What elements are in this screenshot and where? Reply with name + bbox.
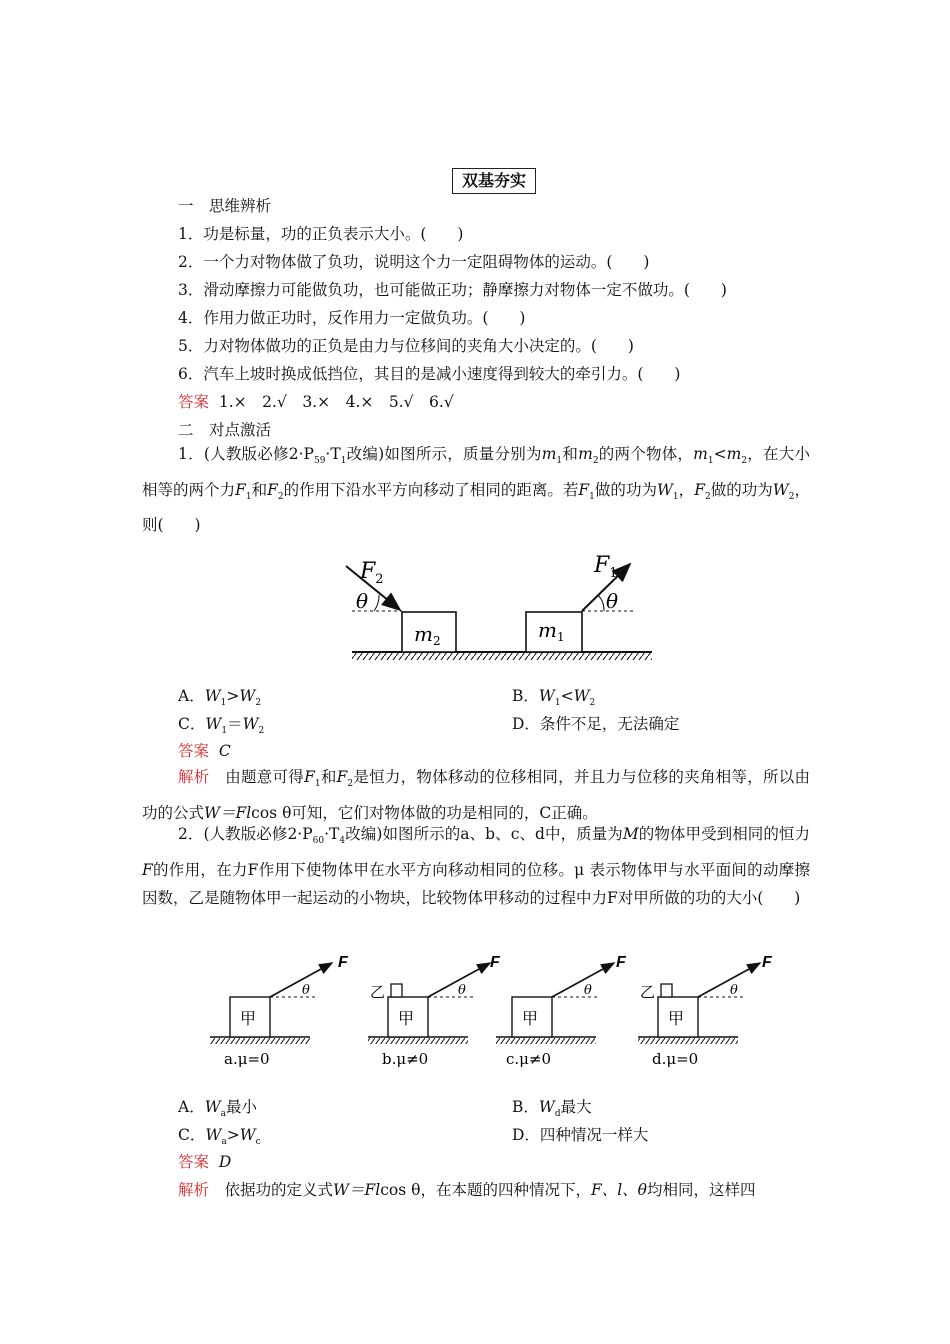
- answer-label: 答案: [178, 393, 210, 411]
- q2-option-a: A．$W_a$最小: [178, 1098, 258, 1120]
- ground-hatch: [352, 653, 652, 660]
- force-label-b: F: [490, 954, 500, 971]
- theta-b: θ: [458, 983, 466, 998]
- theta-c: θ: [584, 983, 592, 998]
- q2-analysis: 解析 依据功的定义式W＝Flcos θ，在本题的四种情况下，F、l、θ均相同，这样四: [178, 1181, 756, 1199]
- q1-answer: 答案 C: [178, 742, 231, 760]
- theta-right: θ: [606, 589, 619, 613]
- caption-c: c.μ≠0: [506, 1050, 552, 1068]
- part2-heading: 二 对点激活: [178, 421, 272, 439]
- angle-arc-right: [598, 595, 604, 611]
- block-yi-b: [391, 984, 402, 997]
- case-d: [638, 954, 773, 1068]
- q1-option-b: B．$W_1<W_2$: [512, 687, 596, 709]
- part1-answer: [178, 392, 454, 412]
- block-jia-a-label: 甲: [240, 1009, 257, 1028]
- force-label-c: F: [616, 954, 626, 971]
- force-arrow-d: [698, 963, 760, 997]
- caption-b: b.μ≠0: [382, 1050, 429, 1068]
- answer-text: 1.× 2.√ 3.× 4.× 5.√ 6.√: [218, 393, 454, 411]
- block-yi-d: [661, 984, 672, 997]
- q2-option-d: D．四种情况一样大: [512, 1126, 649, 1144]
- q2-option-c: C．$W_a>W_c$: [178, 1126, 261, 1148]
- force-label-a: F: [338, 954, 348, 971]
- case-c: [496, 954, 627, 1068]
- section-title: 双基夯实: [452, 168, 536, 194]
- q2-option-b: B．$W_d$最大: [512, 1098, 592, 1120]
- theta-a: θ: [302, 983, 310, 998]
- force-label-d: F: [762, 954, 772, 971]
- theta-left: θ: [356, 589, 369, 613]
- block-yi-b-label: 乙: [370, 983, 386, 1001]
- case-a: [210, 954, 349, 1068]
- angle-arc-left: [374, 595, 379, 611]
- part1-item-5: 5．力对物体做功的正负是由力与位移间的夹角大小决定的。( ): [178, 337, 634, 355]
- f2-label: $F_2$: [360, 559, 384, 587]
- force-arrow-c: [552, 963, 614, 997]
- part1-item-6: 6．汽车上坡时换成低挡位，其目的是减小速度得到较大的牵引力。( ): [178, 365, 681, 383]
- part1-item-3: 3．滑动摩擦力可能做负功，也可能做正功；静摩擦力对物体一定不做功。( ): [178, 281, 727, 299]
- q1-option-d: D．条件不足，无法确定: [512, 715, 680, 733]
- caption-a: a.μ=0: [224, 1050, 270, 1068]
- m1-label: $m_1$: [538, 618, 565, 644]
- part1-item-1: 1．功是标量，功的正负表示大小。( ): [178, 225, 464, 243]
- q1-stem: 1．(人教版必修$2\cdot P_{59}\cdot T_1$改编)如图所示，质量分别为$m_1$和$m_2$的两个物体，$m_1<m_2$，在大小相等的两个力$F_1$和$F_2$的作用下沿水平方向移动了相同的距离。若$F_1$做的功为$W_1$，$F_2$做的功为$W_2$，则( ): [142, 445, 810, 535]
- part1-item-2: 2．一个力对物体做了负功，说明这个力一定阻碍物体的运动。( ): [178, 253, 650, 271]
- q1-figure: [312, 528, 672, 668]
- caption-d: d.μ=0: [652, 1050, 699, 1068]
- case-b: [368, 954, 501, 1068]
- q2-figure: [200, 940, 790, 1080]
- q2-stem: 2．(人教版必修$2\cdot P_{60}\cdot T_4$改编)如图所示的a、b、c、d中，质量为M的物体甲受到相同的恒力F的作用，在力F作用下使物体甲在水平方向移动相同的位移。μ 表示物体甲与水平面间的动摩擦因数，乙是随物体甲一起运动的小物块，比较物体甲移动的过程中力F对甲所做的功的大小( ): [142, 825, 810, 908]
- block-jia-d-label: 甲: [668, 1009, 685, 1028]
- f1-label: $F_1$: [594, 553, 618, 581]
- block-jia-c-label: 甲: [522, 1009, 539, 1028]
- block-yi-d-label: 乙: [640, 983, 656, 1001]
- part1-item-4: 4．作用力做正功时，反作用力一定做负功。( ): [178, 309, 526, 327]
- q1-option-c: C．$W_1=W_2$: [178, 715, 265, 737]
- block-jia-b-label: 甲: [398, 1009, 415, 1028]
- q2-answer: 答案 D: [178, 1153, 232, 1171]
- theta-d: θ: [730, 983, 738, 998]
- part1-heading: 一 思维辨析: [178, 197, 272, 215]
- q1-analysis: 解析 由题意可得$F_1$和$F_2$是恒力，物体移动的位移相同，并且力与位移的夹角相等，所以由功的公式W＝Flcos θ可知，它们对物体做的功是相同的，C正确。: [142, 768, 810, 822]
- q1-option-a: A．$W_1>W_2$: [178, 687, 262, 709]
- m2-label: $m_2$: [414, 622, 441, 648]
- force-arrow-a: [270, 963, 332, 997]
